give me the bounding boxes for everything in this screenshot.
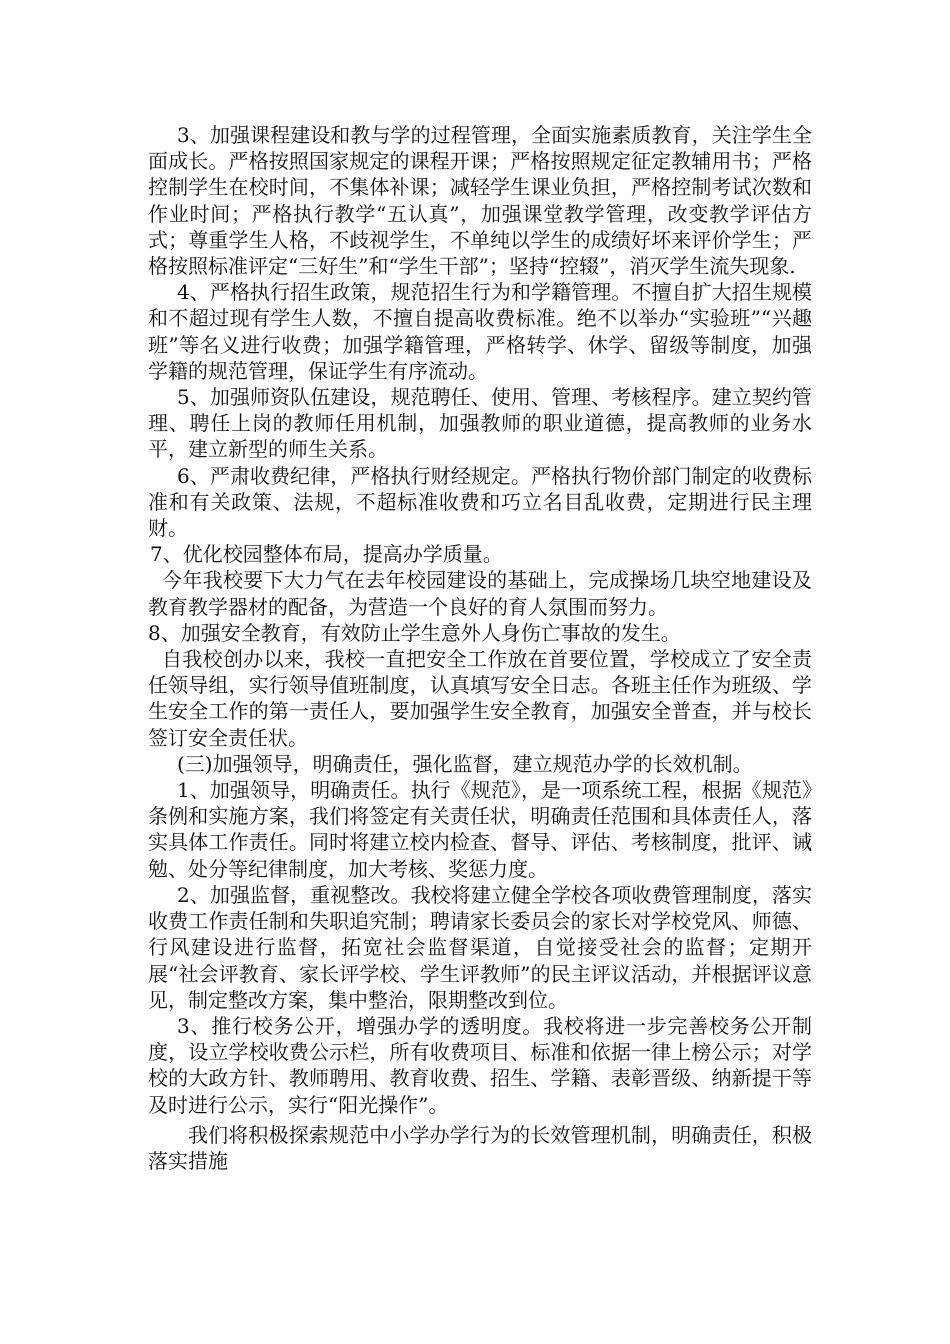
paragraph-enrollment: 4、严格执行招生政策，规范招生行为和学籍管理。不擅自扩大招生规模和不超过现有学生人数，不擅自提高收费标准。绝不以举办“实验班”“兴趣班”等名义进行收费；加强学籍管理，严格转学、休学、留级等制度，加强学籍的规范管理，保证学生有序流动。: [148, 280, 812, 383]
paragraph-teachers: 5、加强师资队伍建设，规范聘任、使用、管理、考核程序。建立契约管理、聘任上岗的教师任用机制，加强教师的职业道德，提高教师的业务水平，建立新型的师生关系。: [148, 385, 812, 462]
paragraph-campus-heading: 7、优化校园整体布局，提高办学质量。: [150, 542, 503, 567]
paragraph-campus: 今年我校要下大力气在去年校园建设的基础上，完成操场几块空地建设及教育教学器材的配备，为营造一个良好的育人氛围而努力。: [148, 568, 812, 619]
paragraph-transparency: 3、推行校务公开，增强办学的透明度。我校将进一步完善校务公开制度，设立学校收费公示栏，所有收费项目、标准和依据一律上榜公示；对学校的大政方针、教师聘用、教育收费、招生、学籍、表彰晋级、纳新提干等及时进行公示，实行“阳光操作”。: [148, 1013, 812, 1117]
paragraph-safety-heading: 8、加强安全教育，有效防止学生意外人身伤亡事故的发生。: [148, 620, 681, 645]
section-heading-three: (三)加强领导，明确责任，强化监督，建立规范办学的长效机制。: [177, 751, 753, 776]
paragraph-curriculum: 3、加强课程建设和教与学的过程管理，全面实施素质教育，关注学生全面成长。严格按照国家规定的课程开课；严格按照规定征定教辅用书；严格控制学生在校时间，不集体补课；减轻学生课业负担，严格控制考试次数和作业时间；严格执行教学“五认真”，加强课堂教学管理，改变教学评估方式；尊重学生人格，不歧视学生，不单纯以学生的成绩好坏来评价学生；严格按照标准评定“三好生”和“学生干部”；坚持“控辍”，消灭学生流失现象.: [148, 123, 812, 279]
paragraph-fees: 6、严肃收费纪律，严格执行财经规定。严格执行物价部门制定的收费标准和有关政策、法规，不超标准收费和巧立名目乱收费，定期进行民主理财。: [148, 463, 812, 541]
paragraph-supervision: 2、加强监督，重视整改。我校将建立健全学校各项收费管理制度，落实收费工作责任制和失职追究制；聘请家长委员会的家长对学校党风、师德、行风建设进行监督，拓宽社会监督渠道，自觉接受社会的监督；定期开展“社会评教育、家长评学校、学生评教师”的民主评议活动，并根据评议意见，制定整改方案，集中整治，限期整改到位。: [148, 882, 812, 1012]
paragraph-leadership: 1、加强领导，明确责任。执行《规范》，是一项系统工程，根据《规范》条例和实施方案，我们将签定有关责任状，明确责任范围和具体责任人，落实具体工作责任。同时将建立校内检查、督导、评估、考核制度，批评、诫勉、处分等纪律制度，加大考核、奖惩力度。: [148, 778, 812, 881]
paragraph-safety: 自我校创办以来，我校一直把安全工作放在首要位置，学校成立了安全责任领导组，实行领导值班制度，认真填写安全日志。各班主任作为班级、学生安全工作的第一责任人，要加强学生安全教育，加强安全普查，并与校长签订安全责任状。: [148, 647, 812, 750]
document-body: [148, 122, 812, 1174]
paragraph-conclusion: 我们将积极探索规范中小学办学行为的长效管理机制，明确责任，积极落实措施: [148, 1122, 812, 1173]
